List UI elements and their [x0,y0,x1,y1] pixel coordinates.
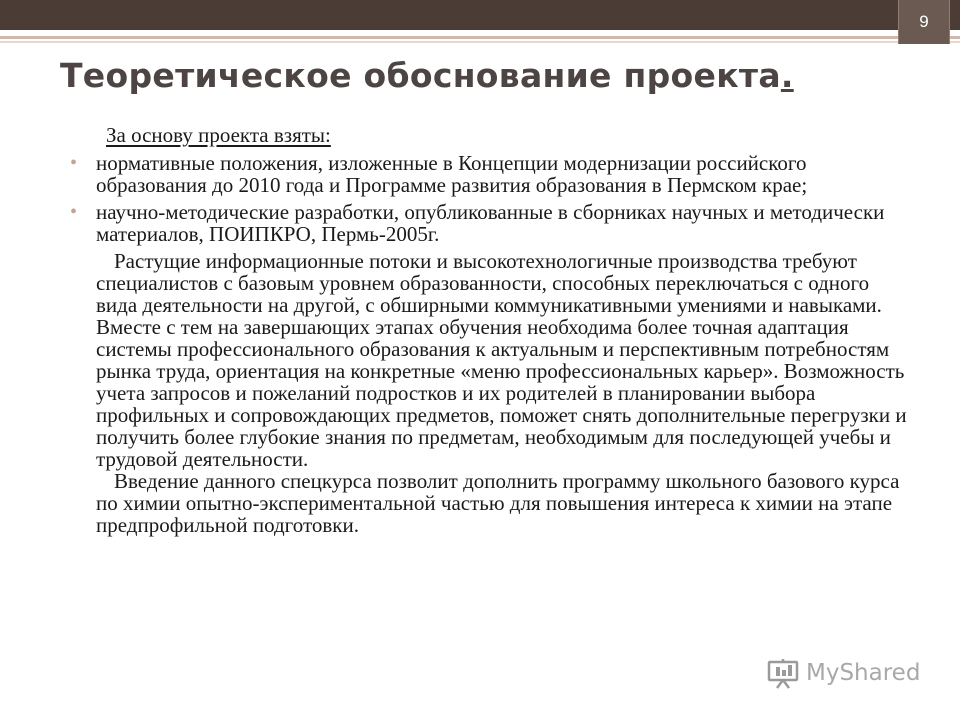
slide-title-text: Теоретическое обоснование проекта [60,56,781,95]
body-paragraph [70,250,910,470]
slide-title-dot: . [780,56,794,95]
bullet-item [70,152,910,196]
bullet-item [70,201,910,245]
intro-line [70,124,910,146]
paragraph-text: Растущие информационные потоки и высокотехнологичные производства требуют специалистов с базовым уровнем образованности, способных переключаться с одного вида деятельности на другой, с обширными коммуникативными умениями и навыками. Вместе с тем на завершающих этапах обучения необходима более точная адаптация системы профессионального образования к актуальным и перспективным потребностям рынка труда, ориентация на конкретные «меню профессиональных карьер». Возможность учета запросов и пожеланий подростков и их родителей в планировании выбора профильных и сопровождающих предметов, поможет снять дополнительные перегрузки и получить более глубокие знания по предметам, необходимым для последующей учебы и трудовой деятельности. [96,249,907,471]
paragraph-text: Введение данного спецкурса позволит дополнить программу школьного базового курса по химии опытно-экспериментальной частью для повышения интереса к химии на этапе предпрофильной подготовки. [96,469,900,537]
header-accent-line [0,36,960,39]
header-bar [0,0,960,30]
slide-body [70,124,910,536]
slide-number: 9 [919,12,929,31]
header-accent-line-thin [0,41,960,43]
bullet-marker: • [70,201,78,223]
intro-text: За основу проекта взяты: [106,123,331,147]
watermark-text: MyShared [806,660,921,686]
body-paragraph [70,470,910,536]
bullet-marker: • [70,152,78,174]
bullet-text: научно-методические разработки, опубликованные в сборниках научных и методически материалов, ПОИПКРО, Пермь-2005г. [96,200,885,246]
slide-title [60,56,794,95]
slide-number-box [898,0,950,44]
presentation-board-icon [766,658,800,690]
bullet-text: нормативные положения, изложенные в Концепции модернизации российского образования до 2010 года и Программе развития образования в Пермском крае; [96,151,808,197]
watermark [766,658,926,692]
